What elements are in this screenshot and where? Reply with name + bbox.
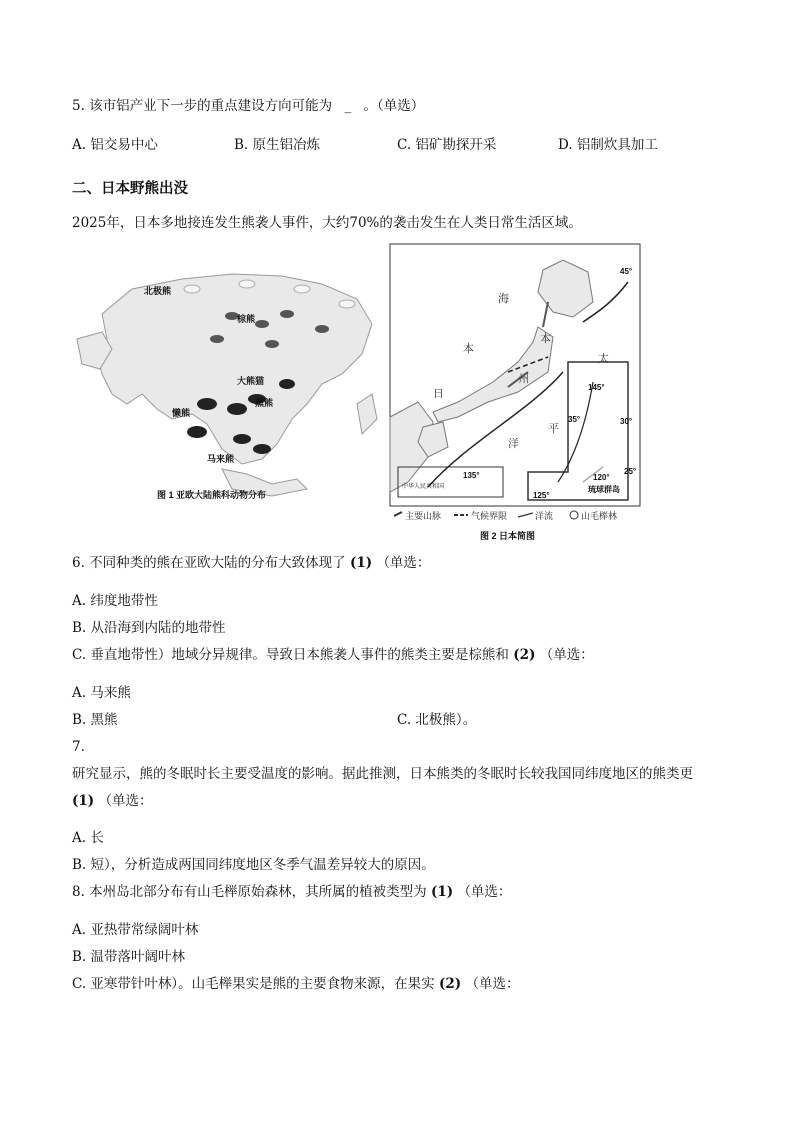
q8-stem-line <box>72 883 511 901</box>
q8-mark-2: (2) <box>438 976 462 992</box>
q5-option-b: B. 原生铝冶炼 <box>234 137 321 153</box>
q8-option-b: B. 温带落叶阔叶林 <box>72 949 186 965</box>
q7-line-1: 研究显示，熊的冬眠时长主要受温度的影响。据此推测，日本熊类的冬眠时长较我国同纬度地区的熊类更 <box>72 766 693 782</box>
q6-option-b: B. 从沿海到内陆的地带性 <box>72 620 226 636</box>
bear-icon <box>253 444 271 454</box>
bear-icon <box>210 335 224 343</box>
q8-line-c <box>72 975 519 993</box>
q5-blank: _ <box>344 98 352 114</box>
q6-line-c <box>72 646 594 664</box>
q6-option2-a: A. 马来熊 <box>72 685 131 701</box>
fig1-label-panda: 大熊猫 <box>237 376 265 386</box>
q7-number: 7. <box>72 739 85 755</box>
fig2-lat-30: 30° <box>620 417 633 426</box>
q8-sel-2: （单选： <box>465 976 520 992</box>
q8-sel: （单选： <box>457 884 512 900</box>
beech-forest-icon <box>570 511 578 519</box>
fig1-label-sun: 马来熊 <box>207 454 235 464</box>
q7-option-a: A. 长 <box>72 830 104 846</box>
bear-icon <box>280 310 294 318</box>
fig2-sea-8: 州 <box>518 372 529 385</box>
q6-stem-line <box>72 554 430 572</box>
fig2-caption: 图 2 日本简图 <box>480 531 536 541</box>
q5-stem-line <box>72 97 424 115</box>
q7-mark-1: (1) <box>72 793 95 809</box>
fig2-lat-35: 35° <box>568 415 581 424</box>
fig2-sea-2: 海 <box>498 292 509 305</box>
q6-sel-2: （单选： <box>539 647 594 663</box>
q5-option-d: D. 铝制炊具加工 <box>558 137 658 153</box>
fig1-label-sloth: 懒熊 <box>172 408 191 418</box>
fig2-sea-7: 本 <box>540 332 551 345</box>
q8-option-a: A. 亚热带常绿阔叶林 <box>72 922 199 938</box>
q5-suffix: 。（单选） <box>363 98 425 114</box>
bear-icon <box>265 340 279 348</box>
bear-icon <box>233 434 251 444</box>
q7-sel: （单选： <box>98 793 153 809</box>
polar-bear-icon <box>294 285 310 293</box>
q8-line-c-text: C. 亚寒带针叶林）。山毛榉果实是熊的主要食物来源，在果实 <box>72 976 435 992</box>
q6-option2-c: C. 北极熊）。 <box>397 712 477 728</box>
fig2-lon-145: 145° <box>588 383 605 392</box>
q6-sel: （单选： <box>376 555 431 571</box>
fig2-lat-25: 25° <box>624 467 637 476</box>
fig2-place-ryukyu: 琉球群岛 <box>588 485 620 494</box>
bear-icon <box>227 403 247 415</box>
fig2-legend-mountains: 主要山脉 <box>405 512 442 522</box>
q5-option-c: C. 铝矿勘探开采 <box>397 137 497 153</box>
fig2-sea-3: 日 <box>433 387 444 400</box>
fig1-label-black: 黑熊 <box>255 398 274 408</box>
figure-2-japan-map <box>388 242 642 542</box>
q8-mark-1: (1) <box>430 884 454 900</box>
fig2-sea-4: 太 <box>598 352 609 365</box>
q5-stem: 5. 该市铝产业下一步的重点建设方向可能为 <box>72 98 333 114</box>
q6-stem: 6. 不同种类的熊在亚欧大陆的分布大致体现了 <box>72 555 346 571</box>
fig2-lon-135: 135° <box>463 471 480 480</box>
figure-1-eurasia-map <box>72 244 382 510</box>
bear-icon <box>315 325 329 333</box>
fig2-lon-125: 125° <box>533 491 550 500</box>
bear-icon <box>279 379 295 389</box>
bear-icon <box>255 320 269 328</box>
bear-icon <box>187 426 207 438</box>
fig1-label-polar: 北极熊 <box>144 286 172 296</box>
fig2-box-label: 中华人民共和国 <box>402 484 445 490</box>
fig2-legend-climate: 气候界限 <box>471 512 508 522</box>
section-title: 二、日本野熊出没 <box>72 180 188 197</box>
q6-option-a: A. 纬度地带性 <box>72 593 158 609</box>
fig1-label-brown: 棕熊 <box>237 314 256 324</box>
fig2-lon-120: 120° <box>593 473 610 482</box>
q6-line-c-text: C. 垂直地带性）地域分异规律。导致日本熊袭人事件的熊类主要是棕熊和 <box>72 647 509 663</box>
fig2-legend-currents: 洋流 <box>535 512 554 522</box>
bear-icon <box>197 398 217 410</box>
polar-bear-icon <box>339 300 355 308</box>
q8-stem: 8. 本州岛北部分布有山毛榉原始森林，其所属的植被类型为 <box>72 884 427 900</box>
q7-option-b: B. 短），分析造成两国同纬度地区冬季气温差异较大的原因。 <box>72 857 435 873</box>
polar-bear-icon <box>239 280 255 288</box>
q6-mark-1: (1) <box>349 555 373 571</box>
fig2-sea-6: 洋 <box>508 437 519 450</box>
section-intro: 2025年，日本多地接连发生熊袭人事件，大约70%的袭击发生在人类日常生活区域。 <box>72 215 582 231</box>
fig2-sea-5: 平 <box>548 422 559 435</box>
fig1-caption: 图 1 亚欧大陆熊科动物分布 <box>157 490 267 500</box>
fig2-lat-45: 45° <box>620 267 633 276</box>
q6-option2-b: B. 黑熊 <box>72 712 118 728</box>
q5-option-a: A. 铝交易中心 <box>72 137 158 153</box>
polar-bear-icon <box>184 285 200 293</box>
q6-mark-2: (2) <box>513 647 536 663</box>
q7-line-2 <box>72 792 152 810</box>
fig2-legend-beech: 山毛榉林 <box>581 512 618 522</box>
fig2-sea-1: 本 <box>463 342 474 355</box>
